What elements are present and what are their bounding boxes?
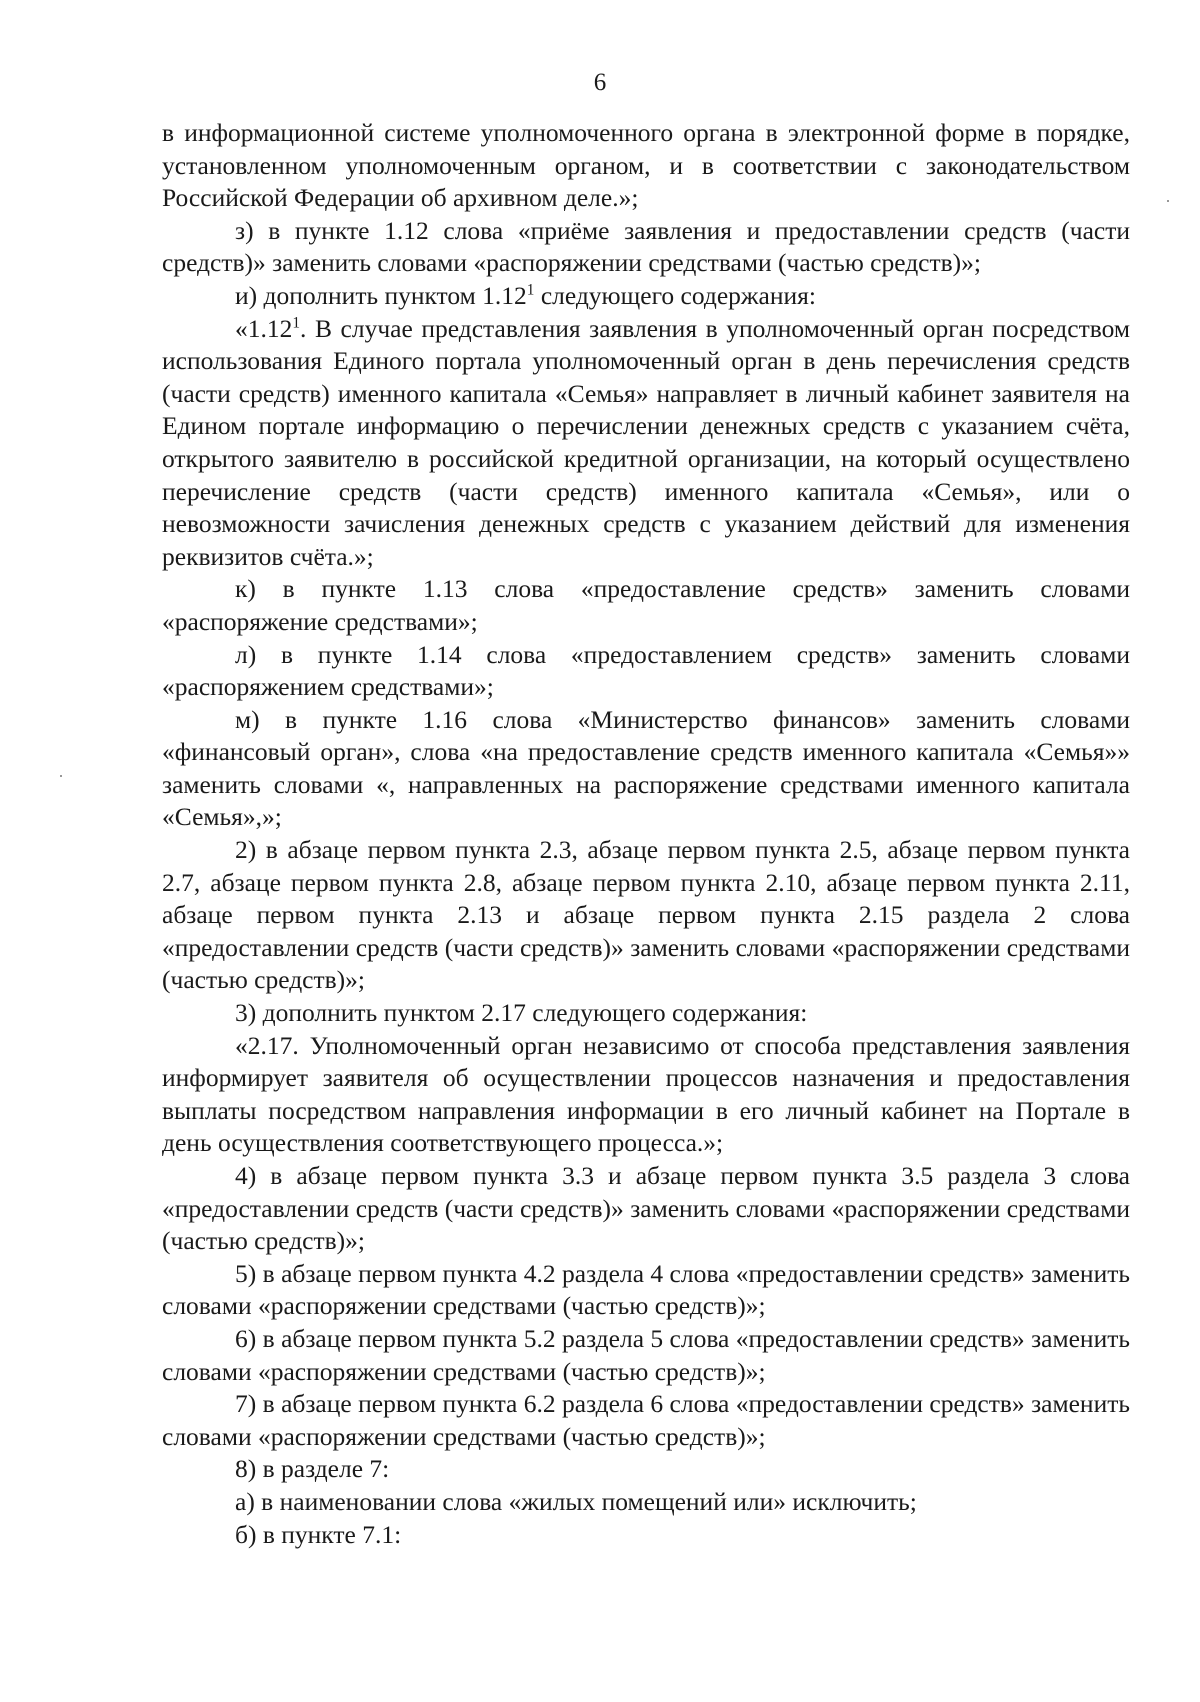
paragraph-item-8: 8) в разделе 7: <box>235 1454 390 1484</box>
text-run: «1.12 <box>235 313 293 343</box>
paragraph-item-a: а) в наименовании слова «жилых помещений или» исключить; <box>235 1486 917 1516</box>
paragraph-item-6: 6) в абзаце первом пункта 5.2 раздела 5 слова «предоставлении средств» заменить словами «распоряжении средствами (частью средств)»; <box>162 1323 1130 1386</box>
document-body <box>162 117 1130 1551</box>
text-run: . В случае представления заявления в уполномоченный орган посредством использования Единого портала уполномоченный орган в день перечисления средств (части средств) именного капитала «Семья» направляет в личный кабинет заявителя на Едином портале информацию о перечислении денежных средств с указанием счёта, открытого заявителю в российской кредитной организации, на который осуществлено перечисление средств (части средств) именного капитала «Семья», или о невозможности зачисления денежных средств с указанием действий для изменения реквизитов счёта.»; <box>162 313 1130 571</box>
scan-speck <box>60 775 62 777</box>
page-number: 6 <box>593 69 607 96</box>
superscript: 1 <box>526 281 535 299</box>
paragraph-item-m: м) в пункте 1.16 слова «Министерство финансов» заменить словами «финансовый орган», слова «на предоставление средств именного капитала «Семья»» заменить словами «, направленных на распоряжение средствами именного капитала «Семья»,»; <box>162 704 1130 832</box>
paragraph-item-l: л) в пункте 1.14 слова «предоставлением средств» заменить словами «распоряжением средствами»; <box>162 639 1130 702</box>
text-run: следующего содержания: <box>534 280 816 310</box>
paragraph-item-4: 4) в абзаце первом пункта 3.3 и абзаце первом пункта 3.5 раздела 3 слова «предоставлении средств (части средств)» заменить словами «распоряжении средствами (частью средств)»; <box>162 1161 1130 1256</box>
paragraph-item-7: 7) в абзаце первом пункта 6.2 раздела 6 слова «предоставлении средств» заменить словами «распоряжении средствами (частью средств)»; <box>162 1389 1130 1451</box>
paragraph-continuation: в информационной системе уполномоченного органа в электронной форме в порядке, установленном уполномоченным органом, и в соответствии с законодательством Российской Федерации об архивном деле.»; <box>162 118 1130 213</box>
paragraph-item-k: к) в пункте 1.13 слова «предоставление средств» заменить словами «распоряжение средствами»; <box>162 574 1130 636</box>
scan-speck <box>1167 200 1169 202</box>
paragraph-item-3: 3) дополнить пунктом 2.17 следующего содержания: <box>235 998 808 1028</box>
paragraph-item-b: б) в пункте 7.1: <box>235 1519 402 1549</box>
paragraph-item-i <box>162 280 1130 313</box>
paragraph-item-2: 2) в абзаце первом пункта 2.3, абзаце первом пункта 2.5, абзаце первом пункта 2.7, абзаце первом пункта 2.8, абзаце первом пункта 2.10, абзаце первом пункта 2.11, абзаце первом пункта 2.13 и абзаце первом пункта 2.15 раздела 2 слова «предоставлении средств (части средств)» заменить словами «распоряжении средствами (частью средств)»; <box>162 835 1130 995</box>
paragraph-quoted-2-17: «2.17. Уполномоченный орган независимо от способа представления заявления информирует заявителя об осуществлении процессов назначения и предоставления выплаты посредством направления информации в его личный кабинет на Портале в день осуществления соответствующего процесса.»; <box>162 1030 1130 1158</box>
paragraph-item-z: з) в пункте 1.12 слова «приёме заявления и предоставлении средств (части средств)» заменить словами «распоряжении средствами (частью средств)»; <box>162 215 1130 278</box>
superscript: 1 <box>292 314 301 332</box>
text-run: и) дополнить пунктом 1.12 <box>235 280 527 310</box>
paragraph-item-5: 5) в абзаце первом пункта 4.2 раздела 4 слова «предоставлении средств» заменить словами «распоряжении средствами (частью средств)»; <box>162 1258 1130 1321</box>
paragraph-quoted-1-12-1 <box>162 313 1130 574</box>
